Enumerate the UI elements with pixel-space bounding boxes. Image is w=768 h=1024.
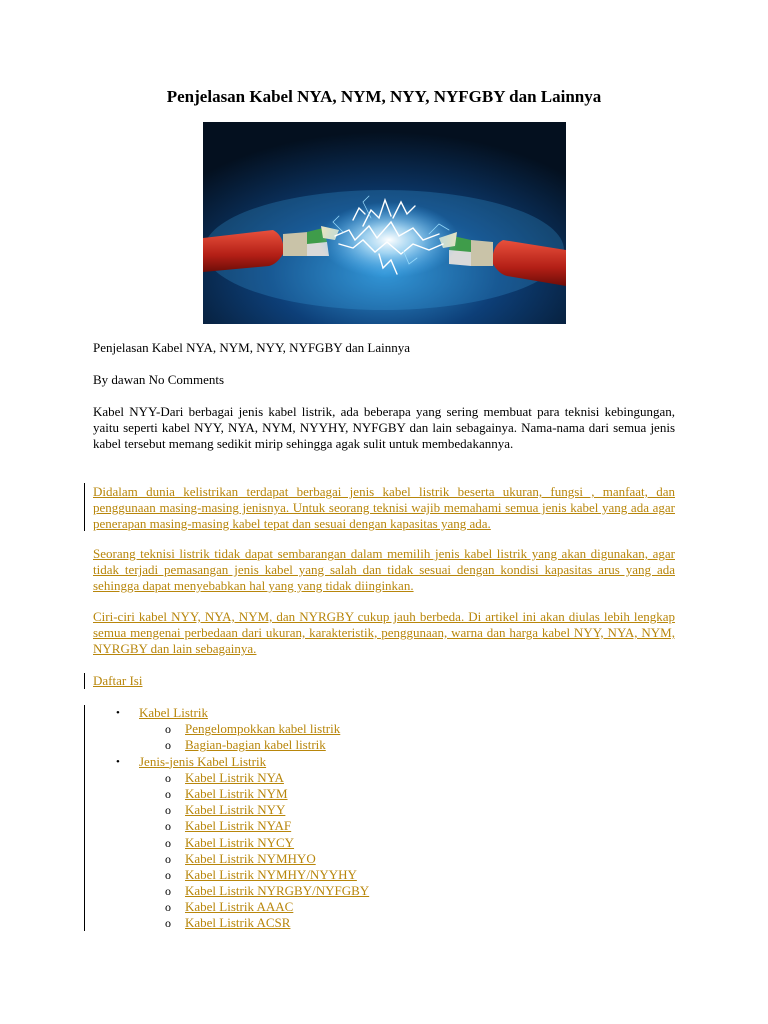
toc-link[interactable]: Kabel Listrik NYCY xyxy=(185,834,295,850)
circle-bullet-icon: o xyxy=(165,803,171,818)
toc-link[interactable]: Kabel Listrik AAAC xyxy=(185,899,294,915)
toc-link[interactable]: Kabel Listrik ACSR xyxy=(185,915,291,931)
toc-link[interactable]: Kabel Listrik NYMHYO xyxy=(185,850,316,866)
toc-link[interactable]: Kabel Listrik NYM xyxy=(185,785,288,801)
circle-bullet-icon: o xyxy=(165,867,171,882)
toc-link[interactable]: Kabel Listrik NYMHY/NYYHY xyxy=(185,866,357,882)
paragraph-link-2[interactable]: Seorang teknisi listrik tidak dapat sembarangan dalam memilih jenis kabel listrik yang akan digunakan, agar tidak terjadi pemasangan jenis kabel yang salah dan tidak sesuai dengan kondisi kapasitas arus yang ada sehingga dapat menyebabkan hal yang yang tidak diinginkan. xyxy=(93,546,675,593)
circle-bullet-icon: o xyxy=(165,770,171,785)
toc-subitem xyxy=(93,883,675,899)
toc-link[interactable]: Bagian-bagian kabel listrik xyxy=(185,737,326,753)
toc-title-link[interactable]: Daftar Isi xyxy=(93,673,143,688)
circle-bullet-icon: o xyxy=(165,786,171,801)
toc-subitem xyxy=(93,770,675,786)
circle-bullet-icon: o xyxy=(165,851,171,866)
toc-bar xyxy=(84,705,85,931)
toc-title-bar xyxy=(84,673,85,689)
toc-subitem xyxy=(93,737,675,753)
toc-subitem xyxy=(93,851,675,867)
toc-link[interactable]: Kabel Listrik NYRGBY/NYFGBY xyxy=(185,883,370,899)
toc-subitem xyxy=(93,867,675,883)
toc-subitem xyxy=(93,899,675,915)
hero-image-electric-cables xyxy=(203,122,566,324)
toc-link[interactable]: Pengelompokkan kabel listrik xyxy=(185,721,341,737)
circle-bullet-icon: o xyxy=(165,900,171,915)
circle-bullet-icon: o xyxy=(165,916,171,931)
toc-item-kabel-listrik xyxy=(93,705,675,721)
page-title: Penjelasan Kabel NYA, NYM, NYY, NYFGBY dan Lainnya xyxy=(166,87,602,106)
toc-link[interactable]: Kabel Listrik NYY xyxy=(185,802,286,818)
toc-subitem xyxy=(93,802,675,818)
bullet-icon: • xyxy=(116,755,120,768)
toc-subitem xyxy=(93,915,675,931)
circle-bullet-icon: o xyxy=(165,819,171,834)
quote-bar xyxy=(84,483,85,531)
article-subtitle: Penjelasan Kabel NYA, NYM, NYY, NYFGBY dan Lainnya xyxy=(93,340,411,355)
table-of-contents xyxy=(93,705,675,932)
toc-subitem xyxy=(93,818,675,834)
intro-paragraph: Kabel NYY-Dari berbagai jenis kabel listrik, ada beberapa yang sering membuat para teknisi kebingungan, yaitu seperti kabel NYY, NYA, NYM, NYYHY, NYFGBY dan lain sebagainya. Nama-nama dari semua jenis kabel tersebut memang sedikit mirip sehingga agak sulit untuk membedakannya. xyxy=(93,404,675,451)
toc-subitem xyxy=(93,835,675,851)
toc-subitem xyxy=(93,786,675,802)
toc-link[interactable]: Kabel Listrik NYAF xyxy=(185,818,292,834)
byline: By dawan No Comments xyxy=(93,372,225,387)
circle-bullet-icon: o xyxy=(165,738,171,753)
circle-bullet-icon: o xyxy=(165,835,171,850)
toc-link[interactable]: Jenis-jenis Kabel Listrik xyxy=(139,753,267,769)
toc-item-jenis-kabel xyxy=(93,754,675,770)
circle-bullet-icon: o xyxy=(165,722,171,737)
toc-link[interactable]: Kabel Listrik NYA xyxy=(185,769,284,785)
toc-subitem xyxy=(93,721,675,737)
circle-bullet-icon: o xyxy=(165,884,171,899)
toc-link[interactable]: Kabel Listrik xyxy=(139,705,208,720)
paragraph-link-3[interactable]: Ciri-ciri kabel NYY, NYA, NYM, dan NYRGBY cukup jauh berbeda. Di artikel ini akan diulas lebih lengkap semua mengenai perbedaan dari ukuran, karakteristik, penggunaan, warna dan harga kabel NYY, NYA, NYM, NYRGBY dan lain sebagainya. xyxy=(93,609,675,656)
bullet-icon: • xyxy=(116,707,120,719)
paragraph-link-1[interactable]: Didalam dunia kelistrikan terdapat berbagai jenis kabel listrik beserta ukuran, fungsi , manfaat, dan penggunaan masing-masing jenisnya. Untuk seorang teknisi wajib memahami semua jenis kabel yang ada agar penerapan masing-masing kabel tepat dan sesuai dengan kapasitas yang ada. xyxy=(93,484,675,531)
